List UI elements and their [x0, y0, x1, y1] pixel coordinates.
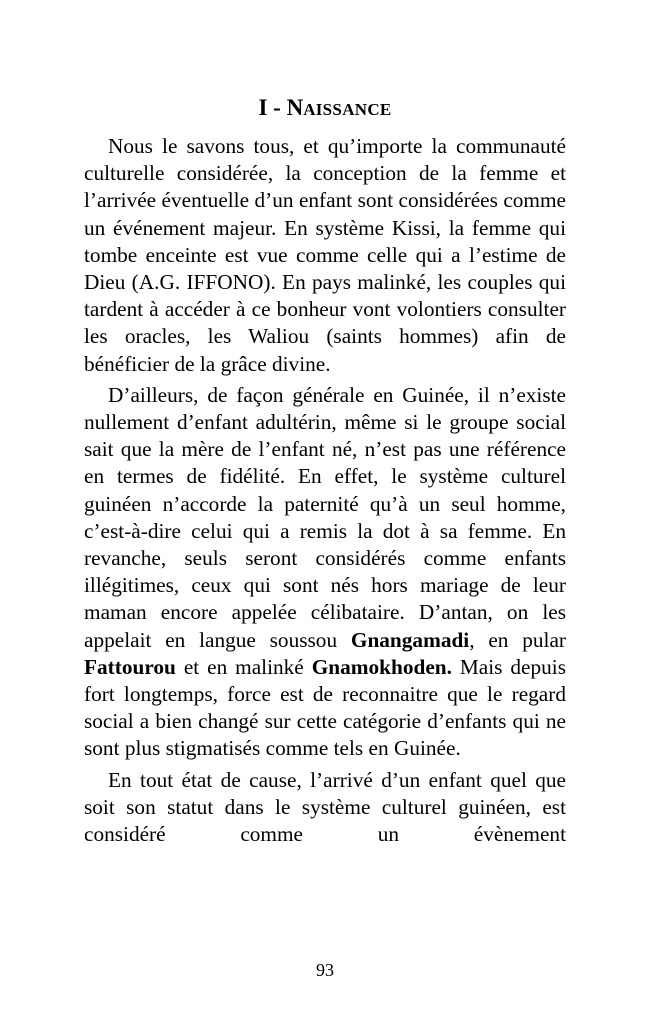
- term-soussou: Gnangamadi: [350, 627, 470, 652]
- heading-number: I -: [258, 95, 287, 120]
- heading-rest: AISSANCE: [303, 100, 392, 119]
- heading-initial: N: [286, 95, 304, 120]
- paragraph-2: [84, 382, 566, 763]
- body-text: [84, 133, 566, 852]
- page-number: 93: [316, 960, 334, 980]
- term-pular: Fattourou: [84, 654, 176, 679]
- section-heading: [84, 93, 566, 125]
- paragraph-2-text-a: D’ailleurs, de façon générale en Guinée, il n’existe nullement d’enfant adultérin, même si le groupe social sait que la mère de l’enfant né, n’est pas une référence en termes de fidélité. En effet, le système culturel guinéen n’accorde la paternité qu’à un seul homme, c’est-à-dire celui qui a remis la dot à sa femme. En revanche, seuls seront considérés comme enfants illégitimes, ceux qui sont nés hors mariage de leur maman encore appelée célibataire. D’antan, on les appelait en langue soussou: [84, 382, 566, 652]
- term-malinke: Gnamokhoden.: [311, 654, 452, 679]
- paragraph-2-text-d: Mais depuis fort longtemps, force est de reconnaitre que le regard social a bien changé sur cette catégorie d’enfants qui ne sont plus stigmatisés comme tels en Guinée.: [84, 654, 566, 761]
- paragraph-2-text-b: , en pular: [469, 627, 566, 652]
- paragraph-3: En tout état de cause, l’arrivé d’un enfant quel que soit son statut dans le système culturel guinéen, est considéré comme un évènement: [84, 767, 566, 847]
- paragraph-2-text-c: et en malinké: [175, 654, 312, 679]
- paragraph-1: Nous le savons tous, et qu’importe la communauté culturelle considérée, la conception de la femme et l’arrivée éventuelle d’un enfant sont considérées comme un événement majeur. En système Kissi, la femme qui tombe enceinte est vue comme celle qui a l’estime de Dieu (A.G. IFFONO). En pays malinké, les couples qui tardent à accéder à ce bonheur vont volontiers consulter les oracles, les Waliou (saints hommes) afin de bénéficier de la grâce divine.: [84, 134, 566, 376]
